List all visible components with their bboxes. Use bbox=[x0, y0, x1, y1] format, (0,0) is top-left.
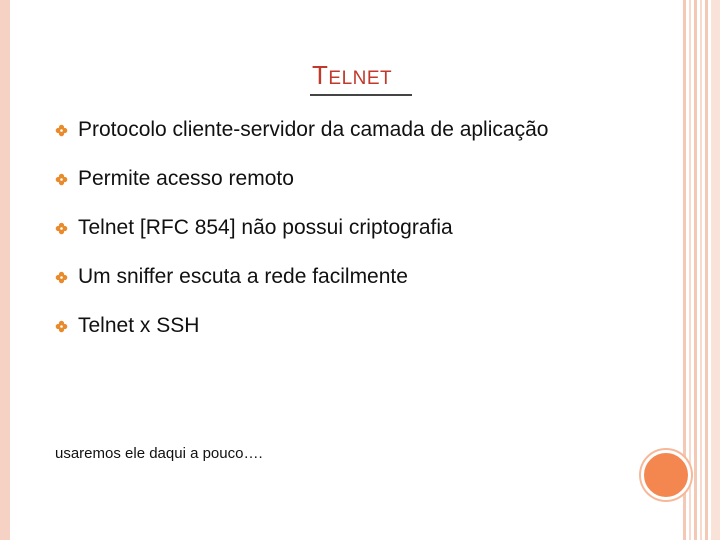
footnote-text: usaremos ele daqui a pouco…. bbox=[55, 445, 263, 462]
bullet-text: Telnet [RFC 854] não possui criptografia bbox=[78, 216, 453, 239]
left-border-decoration bbox=[0, 0, 10, 540]
title-first-letter: T bbox=[312, 60, 329, 90]
title-rest: ELNET bbox=[328, 68, 393, 89]
list-item bbox=[55, 306, 675, 355]
right-stripe bbox=[700, 0, 702, 540]
right-stripe bbox=[689, 0, 691, 540]
bullet-text: Permite acesso remoto bbox=[78, 167, 294, 190]
bullet-text: Telnet x SSH bbox=[78, 314, 200, 337]
right-stripe bbox=[694, 0, 697, 540]
right-stripe bbox=[705, 0, 708, 540]
flower-bullet-icon bbox=[55, 222, 68, 235]
flower-bullet-icon bbox=[55, 124, 68, 137]
list-item bbox=[55, 159, 675, 208]
bullet-text: Protocolo cliente-servidor da camada de aplicação bbox=[78, 118, 549, 141]
slide-title bbox=[312, 60, 392, 91]
flower-bullet-icon bbox=[55, 173, 68, 186]
list-item bbox=[55, 208, 675, 257]
list-item bbox=[55, 110, 675, 159]
right-stripe bbox=[711, 0, 720, 540]
bullet-list bbox=[55, 110, 675, 355]
orange-circle-icon bbox=[641, 450, 691, 500]
flower-bullet-icon bbox=[55, 320, 68, 333]
flower-bullet-icon bbox=[55, 271, 68, 284]
title-underline bbox=[310, 94, 412, 96]
list-item bbox=[55, 257, 675, 306]
bullet-text: Um sniffer escuta a rede facilmente bbox=[78, 265, 408, 288]
